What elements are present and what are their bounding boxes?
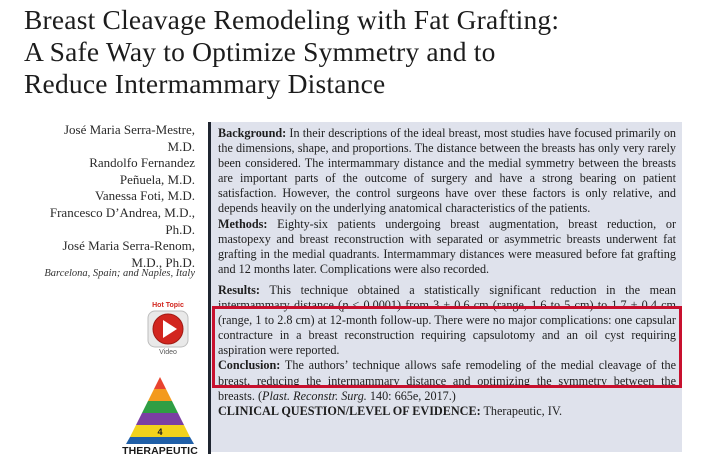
methods-paragraph [218,217,676,277]
clinical-label: CLINICAL QUESTION/LEVEL OF EVIDENCE: [218,403,481,418]
results-text-a: This technique obtained a statistically significant reduction in the mean intermammary distance ( [218,282,676,313]
clinical-paragraph [218,404,676,419]
author-line: Peñuela, M.D. [119,171,195,187]
clinical-text: Therapeutic, IV. [483,403,563,418]
affiliation: Barcelona, Spain; and Naples, Italy [44,268,195,279]
author-line: M.D., Ph.D. [131,254,195,270]
results-text-b: < 0.0001) from 3 ± 0.6 cm (range, 1.6 to 5 cm) to 1.7 ± 0.4 cm (range, 1 to 2.8 cm) at 12-month follow-up. There were no major complications: one capsular contracture in a breast reconstruction requiring capsulotomy and an oil cyst requiring aspiration were reported. [218,298,677,358]
video-label: Video [159,349,177,356]
results-highlight-box [212,306,682,388]
hot-topic-video-badge[interactable] [143,302,193,358]
author-line: José Maria Serra-Renom, [62,238,195,254]
citation-rest: 140: 665e, 2017.) [366,388,456,403]
title-line-3: Reduce Intermammary Distance [24,68,386,99]
play-video-icon[interactable] [146,308,190,350]
title-line-2: A Safe Way to Optimize Symmetry and to [24,36,496,67]
methods-text: Eighty-six patients undergoing breast augmentation, breast reduction, or mastopexy and breast reconstruction with separated or asymmetric breasts underwent fat grafting in the medial quadrants. Intermammary distances were measured before fat grafting and 12 months later. Complications were also recorded. [218,216,676,276]
conclusion-label: Conclusion: [218,358,281,373]
therapeutic-label: THERAPEUTIC [122,445,198,457]
background-label: Background: [218,126,287,140]
evidence-pyramid-icon [123,375,197,445]
results-p-symbol: p [342,298,349,313]
results-label: Results: [218,282,260,297]
hot-topic-label: Hot Topic [152,302,184,309]
article-title [24,4,704,100]
author-line: Vanessa Foti, M.D. [94,188,195,204]
methods-label: Methods: [218,216,268,231]
background-text: In their descriptions of the ideal breast, most studies have focused primarily on the dimensions, shape, and proportions. The distance between the breasts has only very rarely been considered. The intermammary distance and the medial symmetry between the breasts are important parts of the outcome of surgery and have a strong bearing on patient satisfaction. However, the control surgeons have over these factors is only relative, and depends heavily on the underlying anatomical characteristics of the patients. [218,126,677,216]
author-line: Randolfo Fernandez [89,155,195,171]
citation-open: ( [257,388,262,403]
citation-journal: Plast. Reconstr. Surg. [262,388,367,403]
abstract-rule [208,122,211,454]
background-paragraph [218,126,676,217]
author-line: Francesco D’Andrea, M.D., [49,204,195,220]
author-line: M.D. [167,138,195,154]
author-line: José Maria Serra-Mestre, [63,122,195,137]
evidence-level-badge [117,375,203,455]
evidence-level-number: 4 [157,427,163,437]
conclusion-text: The authors’ technique allows safe remodeling of the medial cleavage of the breast, reducing the intermammary distance and optimizing the symmetry between the breasts. [218,358,676,403]
title-line-1: Breast Cleavage Remodeling with Fat Grafting: [24,4,560,35]
author-list [4,122,195,271]
author-line: Ph.D. [165,221,195,237]
